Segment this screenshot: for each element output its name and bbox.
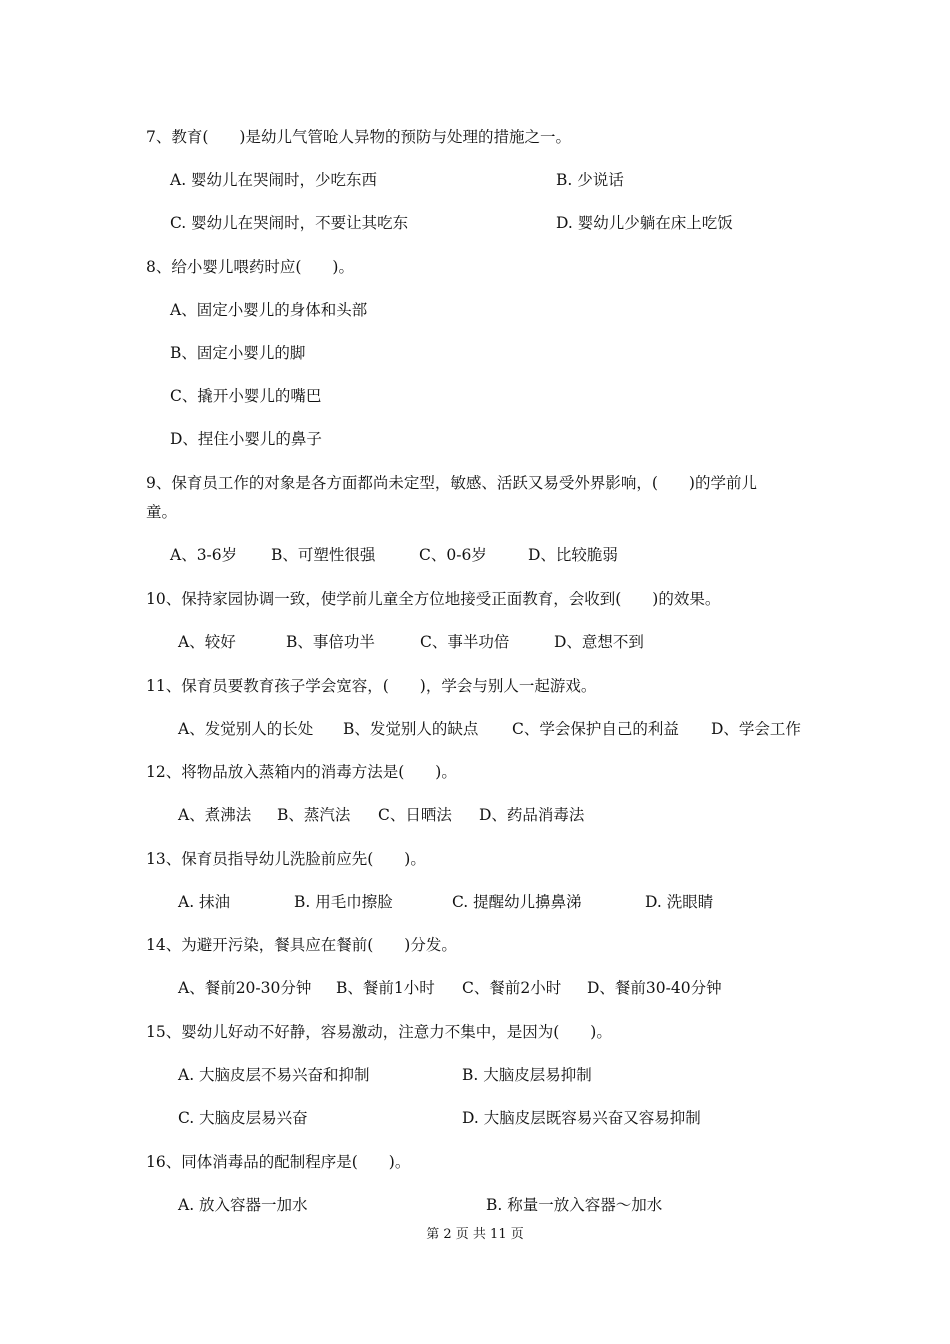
question-11-option-d: D、学会工作 [711,720,801,738]
question-12-option-b: B、蒸汽法 [277,806,351,824]
question-14-stem: 14、为避开污染，餐具应在餐前( )分发。 [146,936,457,954]
question-16-option-b: B. 称量一放入容器～加水 [486,1196,663,1214]
question-10-option-a: A、较好 [178,633,236,651]
question-13-option-a: A. 抹油 [178,893,231,911]
question-7-option-b: B. 少说话 [556,171,624,189]
question-14-option-a: A、餐前20-30分钟 [178,979,312,997]
question-8-option-b: B、固定小婴儿的脚 [170,344,306,362]
question-11-stem: 11、保育员要教育孩子学会宽容，( )，学会与别人一起游戏。 [146,677,597,695]
question-8-option-a: A、固定小婴儿的身体和头部 [170,301,368,319]
question-9-option-c: C、0-6岁 [419,546,487,564]
question-14-option-c: C、餐前2小时 [462,979,562,997]
question-14-option-b: B、餐前1小时 [336,979,435,997]
question-11-option-b: B、发觉别人的缺点 [343,720,479,738]
question-13-option-d: D. 洗眼睛 [645,893,714,911]
question-8-stem: 8、给小婴儿喂药时应( )。 [146,258,354,276]
question-11-option-a: A、发觉别人的长处 [178,720,314,738]
question-9-option-a: A、3-6岁 [170,546,238,564]
question-8-option-d: D、捏住小婴儿的鼻子 [170,430,322,448]
question-12-option-c: C、日晒法 [378,806,452,824]
question-10-option-c: C、事半功倍 [420,633,510,651]
question-8-option-c: C、撬开小婴儿的嘴巴 [170,387,322,405]
page-footer: 第 2 页 共 11 页 [426,1227,524,1242]
question-14-option-d: D、餐前30-40分钟 [587,979,722,997]
question-7-option-a: A. 婴幼儿在哭闹时，少吃东西 [170,171,378,189]
question-15-option-b: B. 大脑皮层易抑制 [462,1066,592,1084]
question-15-stem: 15、婴幼儿好动不好静，容易激动，注意力不集中，是因为( )。 [146,1023,612,1041]
question-12-stem: 12、将物品放入蒸箱内的消毒方法是( )。 [146,763,457,781]
question-9-option-d: D、比较脆弱 [528,546,618,564]
question-12-option-d: D、药品消毒法 [479,806,585,824]
question-7-option-c: C. 婴幼儿在哭闹时，不要让其吃东 [170,214,409,232]
question-13-option-c: C. 提醒幼儿擤鼻涕 [452,893,582,911]
question-12-option-a: A、煮沸法 [178,806,252,824]
question-9-stem: 9、保育员工作的对象是各方面都尚未定型，敏感、活跃又易受外界影响，( )的学前儿 [146,474,757,492]
question-10-option-d: D、意想不到 [554,633,644,651]
question-10-stem: 10、保持家园协调一致，使学前儿童全方位地接受正面教育，会收到( )的效果。 [146,590,721,608]
question-15-option-d: D. 大脑皮层既容易兴奋又容易抑制 [462,1109,701,1127]
question-13-stem: 13、保育员指导幼儿洗脸前应先( )。 [146,850,426,868]
question-11-option-c: C、学会保护自己的利益 [512,720,679,738]
question-16-option-a: A. 放入容器一加水 [178,1196,308,1214]
question-13-option-b: B. 用毛巾擦脸 [294,893,393,911]
question-7-stem: 7、教育( )是幼儿气管呛人异物的预防与处理的措施之一。 [146,128,571,146]
question-9-option-b: B、可塑性很强 [271,546,376,564]
question-7-option-d: D. 婴幼儿少躺在床上吃饭 [556,214,733,232]
question-16-stem: 16、同体消毒品的配制程序是( )。 [146,1153,411,1171]
question-10-option-b: B、事倍功半 [286,633,375,651]
question-15-option-a: A. 大脑皮层不易兴奋和抑制 [178,1066,370,1084]
question-9-stem-continued: 童。 [146,503,178,521]
question-15-option-c: C. 大脑皮层易兴奋 [178,1109,308,1127]
